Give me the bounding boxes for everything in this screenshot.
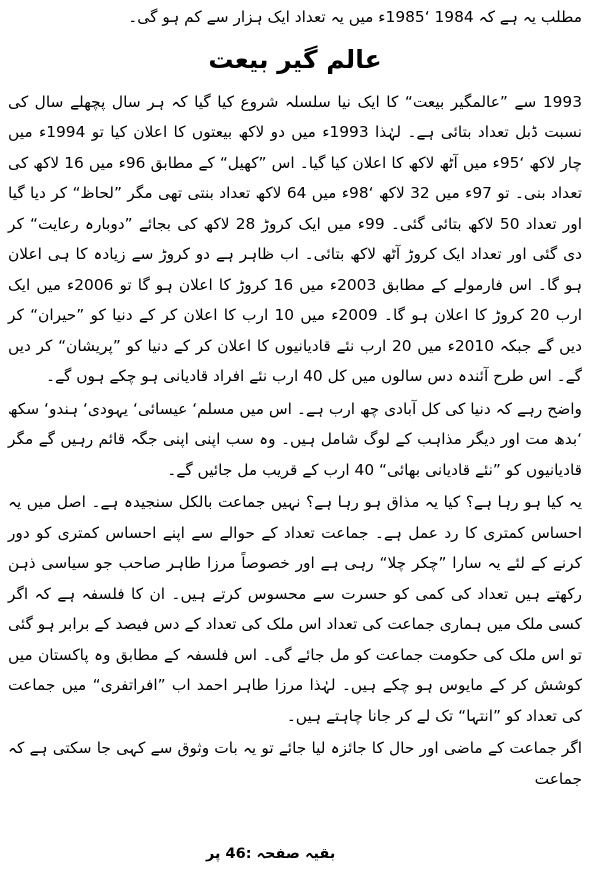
section-heading: عالم گیر بیعت: [208, 44, 382, 74]
paragraph-world-population: واضح رہے کہ دنیا کی کل آبادی چھ ارب ہے۔ اس میں مسلم‘ عیسائی‘ یہودی‘ ہندو‘ سکھ ‘بدھ مت اور دیگر مذاہب کے لوگ شامل ہیں۔ وہ سب اپنی اپنی جگہ قائم رہیں گے مگر قادیانیوں کو ”نئے قادیانی بھائی“ 40 ارب کے قریب مل جائیں گے۔: [8, 399, 582, 479]
paragraph-closing: اگر جماعت کے ماضی اور حال کا جائزہ لیا جائے تو یہ بات وثوق سے کہی جا سکتی ہے کہ جماعت: [8, 739, 582, 788]
paragraph-inferiority-complex: یہ کیا ہو رہا ہے؟ کیا یہ مذاق ہو رہا ہے؟ نہیں جماعت بالکل سنجیدہ ہے۔ اصل میں یہ احساس کمتری کا رد عمل ہے۔ جماعت تعداد کے حوالے سے اپنے احساس کمتری کو دور کرنے کے لئے یہ سارا ”چکر چلا“ رہی ہے اور خصوصاً مرزا طاہر صاحب جو سیاسی ذہن رکھتے ہیں تعداد کی کمی کو حسرت سے محسوس کرتے ہیں۔ ان کا فلسفہ ہے کہ اگر کسی ملک میں ہماری جماعت کی تعداد اس ملک کی تعداد کے دس فیصد کے برابر ہو گئی تو اس ملک کی حکومت جماعت کو مل جائے گی۔ اس فلسفہ کے مطابق وہ پاکستان میں کوشش کر کے مایوس ہو چکے ہیں۔ لہٰذا مرزا طاہر احمد اب ”افراتفری“ میں جماعت کی تعداد کو ”انتہا“ تک لے کر جانا چاہتے ہیں۔: [8, 493, 582, 725]
opening-line: مطلب یہ ہے کہ 1984 ‘1985ء میں یہ تعداد ایک ہزار سے کم ہو گی۔: [128, 8, 582, 26]
paragraph-aalami-bait: 1993 سے ”عالمگیر بیعت“ کا ایک نیا سلسلہ شروع کیا گیا کہ ہر سال پچھلے سال کی نسبت ڈبل تعداد بتائی ہے۔ لہٰذا 1993ء میں دو لاکھ بیعتوں کا اعلان کیا تو 1994ء میں چار لاکھ ‘95ء میں آٹھ لاکھ کا اعلان کیا گیا۔ اس ”کھیل“ کے مطابق 96ء میں 16 لاکھ کی تعداد بنی۔ تو 97ء میں 32 لاکھ ‘98ء میں 64 لاکھ تعداد بنتی تھی مگر ”لحاظ“ کر دیا گیا اور تعداد 50 لاکھ بتائی گئی۔ 99ء میں ایک کروڑ 28 لاکھ کی بجائے ”دوبارہ رعایت“ کر دی گئی اور تعداد ایک کروڑ آٹھ لاکھ بتائی۔ اب ظاہر ہے دو کروڑ سے زیادہ کا ہی اعلان ہو گا۔ اس فارمولے کے مطابق 2003ء میں 16 کروڑ کا اعلان ہو گا تو 2006ء میں ایک ارب 20 کروڑ کا اعلان ہو گا۔ 2009ء میں 10 ارب کا اعلان کر کے دنیا کو ”حیران“ کر دیں گے جبکہ 2010ء میں 20 ارب نئے قادیانیوں کا اعلان کر کے دنیا کو ”پریشان“ کر دیں گے۔ اس طرح آئندہ دس سالوں میں کل 40 ارب نئے افراد قادیانی ہو چکے ہوں گے۔: [8, 92, 582, 385]
continued-on-page-label: بقیہ صفحہ :46 پر: [206, 846, 336, 862]
